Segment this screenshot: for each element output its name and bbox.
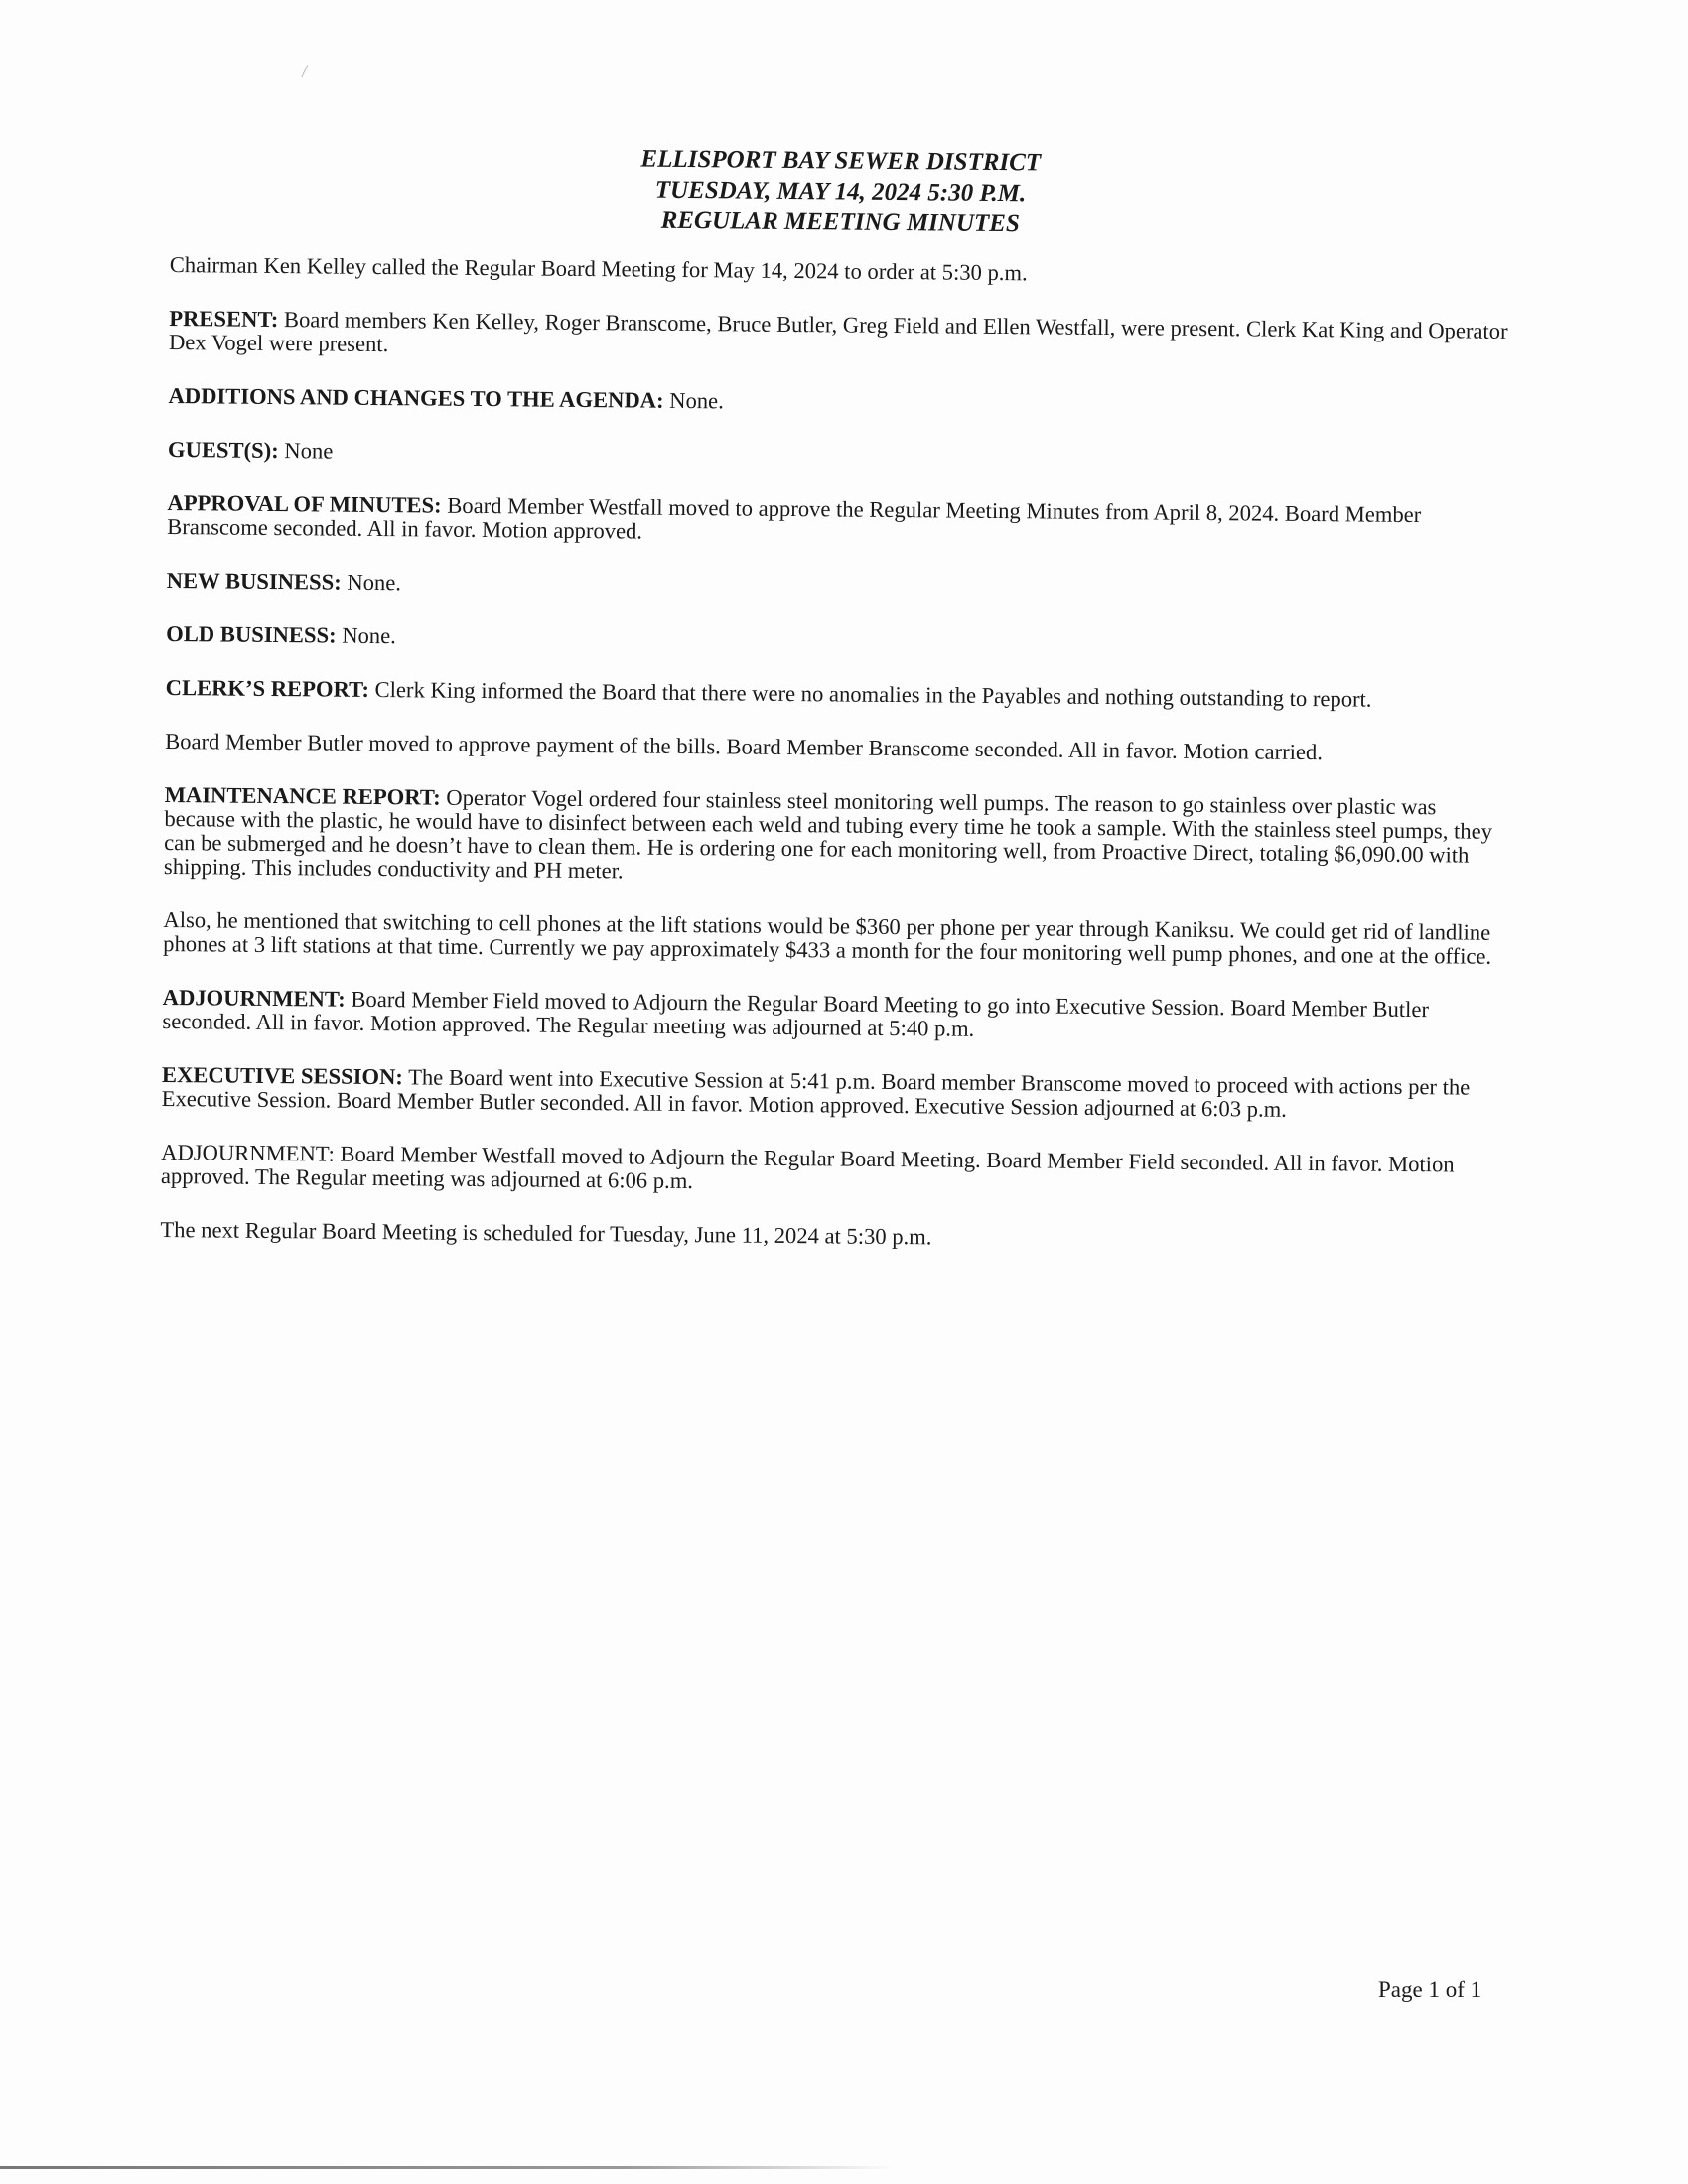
old-business-label: OLD BUSINESS: xyxy=(166,620,337,648)
adjournment-section-1 xyxy=(162,986,1502,1046)
additions-label: ADDITIONS AND CHANGES TO THE AGENDA: xyxy=(168,382,664,413)
executive-session-label: EXECUTIVE SESSION: xyxy=(161,1061,404,1090)
adjournment-text: Board Member Field moved to Adjourn the Regular Board Meeting to go into Executive Session. Board Member Butler seconded. All in favor. Motion approved. The Regular meeting was adjourned at 5:40 p.m. xyxy=(162,986,1430,1041)
executive-session-section xyxy=(162,1063,1502,1124)
district-name: ELLISPORT BAY SEWER DISTRICT xyxy=(640,145,1042,177)
bills-motion: Board Member Butler moved to approve payment of the bills. Board Member Branscome seconded. All in favor. Motion carried. xyxy=(165,728,1324,765)
phones-note: Also, he mentioned that switching to cell phones at the lift stations would be $360 per phone per year through Kaniksu. We could get rid of landline phones at 3 lift stations at that time. Currently we pay approximately $433 a month for the four monitoring well pump phones, and one at the office. xyxy=(163,906,1492,969)
maintenance-report-text: Operator Vogel ordered four stainless steel monitoring well pumps. The reason to go stainless over plastic was because with the plastic, he would have to disinfect between each weld and tubing every time he took a sample. With the stainless steel pumps, they can be submerged and he doesn’t have to clean them. He is ordering one for each monitoring well, from Proactive Direct, totaling $6,090.00 with shipping. This includes conductivity and PH meter. xyxy=(163,784,1493,884)
document-title: REGULAR MEETING MINUTES xyxy=(660,206,1020,238)
executive-session-text: The Board went into Executive Session at 5:41 p.m. Board member Branscome moved to proceed with actions per the Executive Session. Board Member Butler seconded. All in favor. Motion approved. Executive Session adjourned at 6:03 p.m. xyxy=(161,1064,1471,1122)
minutes-body xyxy=(160,139,1511,1285)
guests-text: None xyxy=(278,438,334,464)
present-section xyxy=(169,307,1509,367)
maintenance-report-section xyxy=(164,783,1505,891)
new-business-label: NEW BUSINESS: xyxy=(166,567,342,595)
adjournment-section-2: ADJOURNMENT: Board Member Westfall moved to Adjourn the Regular Board Meeting. Board Member Field seconded. All in favor. Motion approved. The Regular meeting was adjourned at 6:06 p.m. xyxy=(160,1139,1455,1194)
clerks-report-section xyxy=(166,676,1506,713)
next-meeting: The next Regular Board Meeting is scheduled for Tuesday, June 11, 2024 at 5:30 p.m. xyxy=(160,1216,932,1250)
page-number: Page 1 of 1 xyxy=(1378,1978,1482,2002)
maintenance-report-label: MAINTENANCE REPORT: xyxy=(164,781,441,810)
approval-label: APPROVAL OF MINUTES: xyxy=(167,489,442,518)
present-label: PRESENT: xyxy=(169,305,279,333)
new-business-section xyxy=(167,569,1507,606)
new-business-text: None. xyxy=(341,569,402,596)
approval-section xyxy=(167,491,1507,552)
document-header xyxy=(170,139,1511,244)
clerks-report-label: CLERK’S REPORT: xyxy=(165,674,370,702)
old-business-section xyxy=(166,622,1506,659)
adjournment-label: ADJOURNMENT: xyxy=(162,984,346,1012)
meeting-date: TUESDAY, MAY 14, 2024 5:30 P.M. xyxy=(654,176,1027,207)
additions-text: None. xyxy=(663,387,724,414)
guests-section xyxy=(168,438,1508,475)
scan-edge-line xyxy=(0,2166,894,2169)
present-text: Board members Ken Kelley, Roger Branscome, Bruce Butler, Greg Field and Ellen Westfall, were present. Clerk Kat King and Operator Dex Vogel were present. xyxy=(168,307,1508,357)
additions-section xyxy=(168,384,1508,421)
approval-text: Board Member Westfall moved to approve the Regular Meeting Minutes from April 8, 2024. Board Member Branscome seconded. All in favor. Motion approved. xyxy=(167,492,1422,544)
guests-label: GUEST(S): xyxy=(167,436,279,464)
call-to-order: Chairman Ken Kelley called the Regular Board Meeting for May 14, 2024 to order at 5:30 p.m. xyxy=(169,251,1028,286)
scan-speck xyxy=(301,65,313,80)
old-business-text: None. xyxy=(336,622,396,649)
clerks-report-text: Clerk King informed the Board that there were no anomalies in the Payables and nothing outstanding to report. xyxy=(368,676,1372,712)
